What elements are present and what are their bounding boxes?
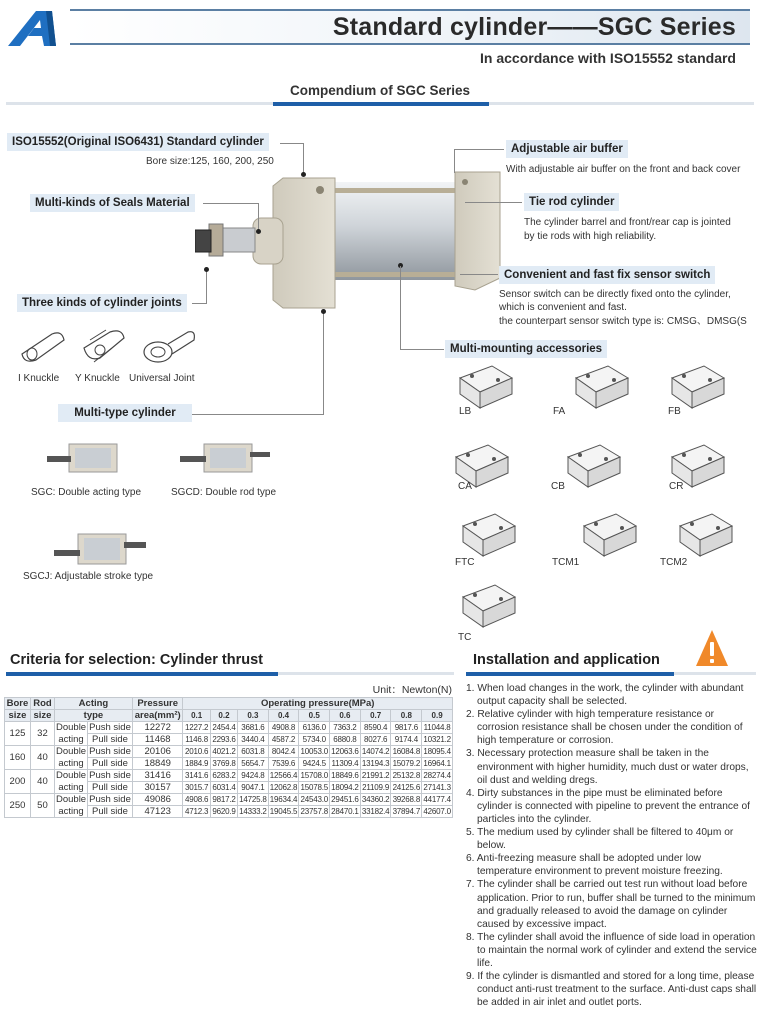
cell-thrust: 14725.8 bbox=[239, 795, 267, 804]
cell-area: 12272 bbox=[132, 722, 183, 734]
joint-label-universal: Universal Joint bbox=[129, 373, 195, 384]
cell-thrust: 11309.4 bbox=[331, 759, 359, 768]
cell-side: Push side bbox=[89, 794, 131, 805]
header-p06: 0.6 bbox=[330, 710, 361, 722]
leader-line bbox=[454, 149, 504, 150]
cell-thrust: 14074.2 bbox=[361, 747, 390, 756]
mount-ftc-icon bbox=[455, 512, 519, 560]
cell-thrust: 16964.1 bbox=[423, 759, 451, 768]
leader-dot bbox=[301, 172, 306, 177]
callout-sensor-switch: Convenient and fast fix sensor switch bbox=[499, 266, 715, 284]
callout-air-buffer: Adjustable air buffer bbox=[506, 140, 628, 158]
mount-tcm2-icon bbox=[672, 512, 736, 560]
mount-lb-icon bbox=[452, 364, 516, 412]
header-acting-type: type bbox=[54, 710, 132, 722]
mount-tcm1-icon bbox=[576, 512, 640, 560]
callout-cylinder-joints: Three kinds of cylinder joints bbox=[17, 294, 187, 312]
mount-fa-icon bbox=[568, 364, 632, 412]
cell-thrust: 19634.4 bbox=[269, 795, 298, 804]
cell-thrust: 9424.8 bbox=[238, 770, 269, 782]
cell-thrust: 6136.0 bbox=[299, 722, 330, 734]
cell-acting: acting bbox=[54, 758, 87, 770]
cell-side: Pull side bbox=[88, 782, 133, 794]
divider-accent bbox=[273, 102, 489, 106]
cell-thrust: 28470.1 bbox=[331, 807, 359, 816]
leader-line bbox=[460, 274, 498, 275]
installation-item: 2. Relative cylinder with high temperature resistance or corrosion resistance shall be chosen under the condition of high temperature or corrosion. bbox=[466, 709, 743, 747]
cell-thrust: 13194.3 bbox=[361, 759, 390, 768]
unit-label: Unit：Newton(N) bbox=[372, 684, 452, 696]
leader-line bbox=[454, 149, 455, 173]
cell-rod: 40 bbox=[30, 746, 54, 770]
cell-acting: acting bbox=[54, 782, 87, 794]
i-knuckle-icon bbox=[18, 326, 68, 366]
sgc-double-acting-image bbox=[45, 440, 125, 476]
cell-thrust: 44177.4 bbox=[423, 795, 451, 804]
sgc-cylinder-image bbox=[195, 160, 505, 320]
cell-thrust: 42607.0 bbox=[423, 807, 451, 816]
cell-rod: 40 bbox=[30, 770, 54, 794]
cell-acting: Double bbox=[55, 746, 87, 758]
cell-thrust: 11044.8 bbox=[423, 723, 451, 732]
header-acting: Acting bbox=[54, 698, 132, 710]
cell-thrust: 34360.2 bbox=[361, 795, 390, 804]
cell-thrust: 33182.4 bbox=[361, 807, 390, 816]
cell-area: 49086 bbox=[132, 794, 183, 806]
header-rod: Rod bbox=[30, 698, 54, 710]
cell-thrust: 10321.2 bbox=[423, 735, 451, 744]
cell-acting: Double bbox=[55, 722, 87, 734]
leader-line bbox=[258, 203, 259, 231]
cell-thrust: 16084.8 bbox=[392, 747, 421, 756]
mount-label-ftc: FTC bbox=[455, 557, 475, 568]
header-p01: 0.1 bbox=[183, 710, 210, 722]
tie-rod-desc-1: The cylinder barrel and front/rear cap is jointed bbox=[524, 217, 731, 228]
leader-line bbox=[465, 202, 522, 203]
cell-thrust: 15079.2 bbox=[392, 759, 421, 768]
cell-thrust: 9424.5 bbox=[299, 758, 330, 770]
cell-thrust: 19045.5 bbox=[269, 807, 298, 816]
page-subtitle: In accordance with ISO15552 standard bbox=[480, 50, 736, 66]
sensor-desc-2: which is convenient and fast. bbox=[499, 302, 627, 313]
cell-thrust: 28274.4 bbox=[423, 771, 451, 780]
mount-label-lb: LB bbox=[459, 406, 472, 417]
cell-thrust: 3681.6 bbox=[238, 722, 269, 734]
leader-line bbox=[280, 143, 304, 144]
installation-item: 6. Anti-freezing measure shall be adopted under low temperature environment to prevent moisture freezing. bbox=[466, 853, 723, 878]
table-row bbox=[5, 746, 453, 758]
cell-thrust: 29451.6 bbox=[331, 795, 359, 804]
cell-thrust: 6283.2 bbox=[210, 770, 237, 782]
header-pressure: Operating pressure(MPa) bbox=[183, 698, 453, 710]
cell-area: 31416 bbox=[132, 770, 183, 782]
header-area-unit: area(mm²) bbox=[132, 710, 183, 722]
leader-line bbox=[203, 203, 258, 204]
cell-thrust: 18094.2 bbox=[331, 783, 359, 792]
callout-multi-type: Multi-type cylinder bbox=[58, 404, 192, 422]
mount-label-tcm2: TCM2 bbox=[660, 557, 688, 568]
cell-side: Push side bbox=[89, 746, 131, 757]
cell-thrust: 2454.4 bbox=[210, 722, 237, 734]
cell-area: 18849 bbox=[132, 758, 183, 770]
type-label-sgcj: SGCJ: Adjustable stroke type bbox=[23, 571, 154, 582]
table-row bbox=[5, 794, 453, 806]
cell-acting: acting bbox=[54, 734, 87, 746]
installation-section-title: Installation and application bbox=[473, 652, 660, 668]
cell-side: Push side bbox=[89, 722, 131, 733]
mount-tc-icon bbox=[455, 583, 519, 631]
table-row bbox=[5, 734, 453, 746]
cell-thrust: 6031.8 bbox=[238, 746, 269, 758]
cell-thrust: 7539.6 bbox=[268, 758, 299, 770]
cell-thrust: 3015.7 bbox=[183, 782, 210, 794]
cell-thrust: 23757.8 bbox=[300, 807, 328, 816]
cell-thrust: 27141.3 bbox=[423, 783, 451, 792]
cell-thrust: 25132.8 bbox=[392, 771, 421, 780]
thrust-section-title: Criteria for selection: Cylinder thrust bbox=[10, 652, 263, 668]
type-label-sgc: SGC: Double acting type bbox=[31, 487, 142, 498]
table-row bbox=[5, 770, 453, 782]
cell-thrust: 6031.4 bbox=[210, 782, 237, 794]
cell-bore: 125 bbox=[5, 722, 31, 746]
cell-area: 20106 bbox=[132, 746, 183, 758]
cell-acting: Double bbox=[55, 770, 87, 782]
mount-label-fb: FB bbox=[668, 406, 681, 417]
cell-thrust: 7363.2 bbox=[330, 722, 361, 734]
callout-iso-standard: ISO15552(Original ISO6431) Standard cylinder bbox=[7, 133, 269, 151]
cell-thrust: 3440.4 bbox=[238, 734, 269, 746]
cell-thrust: 8042.4 bbox=[268, 746, 299, 758]
installation-item: 7. The cylinder shall be carried out test run without load before application. Prior to run, buffer shall be turned to the minimum and gradually released to avoid the damage on cylinder caused by excessive impact. bbox=[466, 879, 756, 930]
tie-rod-desc-2: by tie rods with high reliability. bbox=[524, 231, 657, 242]
divider-accent bbox=[6, 672, 278, 676]
cell-thrust: 2010.6 bbox=[183, 746, 210, 758]
header-p03: 0.3 bbox=[238, 710, 269, 722]
brand-a-logo-icon bbox=[6, 8, 68, 48]
cell-thrust: 4908.6 bbox=[183, 794, 210, 806]
air-buffer-desc: With adjustable air buffer on the front and back cover bbox=[506, 164, 741, 175]
cell-thrust: 4587.2 bbox=[268, 734, 299, 746]
header-rod-size: size bbox=[30, 710, 54, 722]
cell-thrust: 6880.8 bbox=[330, 734, 361, 746]
cell-thrust: 1884.9 bbox=[183, 758, 210, 770]
cell-thrust: 21991.2 bbox=[361, 771, 390, 780]
installation-item: 9. If the cylinder is dismantled and stored for a long time, please conduct anti-rust treatment to the surface. Anti-dust caps shall be added in air inlet and outlet ports. bbox=[466, 971, 757, 1009]
leader-dot bbox=[321, 309, 326, 314]
mount-label-cr: CR bbox=[669, 481, 684, 492]
table-row bbox=[5, 782, 453, 794]
leader-line bbox=[192, 303, 206, 304]
joint-label-i-knuckle: I Knuckle bbox=[18, 373, 60, 384]
cell-thrust: 15708.0 bbox=[300, 771, 328, 780]
cell-thrust: 5734.0 bbox=[299, 734, 330, 746]
cell-bore: 160 bbox=[5, 746, 31, 770]
cell-thrust: 24125.6 bbox=[392, 783, 421, 792]
installation-item: 8. The cylinder shall avoid the influence of side load in operation to maintain the normal work of cylinder and extend the service life. bbox=[466, 931, 757, 969]
cell-thrust: 5654.7 bbox=[238, 758, 269, 770]
header-bore: Bore bbox=[5, 698, 31, 710]
header-p07: 0.7 bbox=[360, 710, 391, 722]
cell-thrust: 12566.4 bbox=[269, 771, 298, 780]
leader-line bbox=[192, 414, 324, 415]
header-area: Pressure bbox=[132, 698, 183, 710]
installation-item: 5. The medium used by cylinder shall be filtered to 40μm or below. bbox=[466, 827, 734, 852]
cell-thrust: 4712.3 bbox=[183, 806, 210, 818]
mount-fb-icon bbox=[664, 364, 728, 412]
joint-label-y-knuckle: Y Knuckle bbox=[75, 373, 120, 384]
header-p08: 0.8 bbox=[391, 710, 422, 722]
cell-area: 30157 bbox=[132, 782, 183, 794]
page-title: Standard cylinder——SGC Series bbox=[332, 13, 736, 41]
cell-thrust: 9174.4 bbox=[391, 734, 422, 746]
bore-size-text: Bore size:125, 160, 200, 250 bbox=[146, 156, 274, 167]
y-knuckle-icon bbox=[80, 326, 130, 366]
section-heading-compendium: Compendium of SGC Series bbox=[289, 83, 471, 98]
cell-thrust: 12062.8 bbox=[269, 783, 298, 792]
cell-thrust: 18849.6 bbox=[331, 771, 359, 780]
cell-thrust: 3141.6 bbox=[183, 770, 210, 782]
cell-thrust: 14333.2 bbox=[239, 807, 267, 816]
header-p04: 0.4 bbox=[268, 710, 299, 722]
cell-bore: 200 bbox=[5, 770, 31, 794]
leader-line bbox=[400, 266, 401, 350]
mount-label-tc: TC bbox=[458, 632, 472, 643]
thrust-table bbox=[4, 697, 453, 818]
leader-dot bbox=[256, 229, 261, 234]
cell-thrust: 8027.6 bbox=[360, 734, 391, 746]
cell-thrust: 21109.9 bbox=[362, 783, 390, 792]
installation-item: 3. Necessary protection measure shall be taken in the environment with higher humidity, much dust or water drops, oil dust and welding dregs. bbox=[466, 748, 749, 786]
sensor-desc-3: the counterpart sensor switch type is: CMSG、DMSG(S bbox=[499, 316, 747, 327]
cell-side: Pull side bbox=[88, 734, 133, 746]
cell-thrust: 8590.4 bbox=[360, 722, 391, 734]
cell-thrust: 9620.9 bbox=[210, 806, 237, 818]
callout-tie-rod: Tie rod cylinder bbox=[524, 193, 619, 211]
sensor-desc-1: Sensor switch can be directly fixed onto the cylinder, bbox=[499, 289, 731, 300]
universal-joint-icon bbox=[140, 326, 198, 366]
mount-cb-icon bbox=[560, 443, 624, 491]
cell-thrust: 12063.6 bbox=[331, 747, 359, 756]
cell-thrust: 3769.8 bbox=[210, 758, 237, 770]
table-row bbox=[5, 806, 453, 818]
installation-item: 1. When load changes in the work, the cylinder with abundant output capacity shall be selected. bbox=[466, 683, 744, 708]
cell-thrust: 9817.2 bbox=[210, 794, 237, 806]
leader-line bbox=[303, 143, 304, 175]
callout-seals-material: Multi-kinds of Seals Material bbox=[30, 194, 195, 212]
mount-label-tcm1: TCM1 bbox=[552, 557, 580, 568]
cell-acting: acting bbox=[54, 806, 87, 818]
cell-thrust: 15078.5 bbox=[300, 783, 328, 792]
header-p09: 0.9 bbox=[422, 710, 453, 722]
type-label-sgcd: SGCD: Double rod type bbox=[171, 487, 277, 498]
cell-area: 11468 bbox=[132, 734, 183, 746]
cell-thrust: 39268.8 bbox=[392, 795, 421, 804]
warning-triangle-icon bbox=[694, 628, 730, 668]
sgcj-adjustable-stroke-image bbox=[52, 530, 148, 570]
header-p05: 0.5 bbox=[299, 710, 330, 722]
installation-item: 4. Dirty substances in the pipe must be eliminated before cylinder is connected with pipeline to prevent the entrance of particles into the cylinder. bbox=[466, 787, 750, 825]
cell-thrust: 24543.0 bbox=[300, 795, 328, 804]
mount-label-fa: FA bbox=[553, 406, 566, 417]
header-bore-size: size bbox=[5, 710, 31, 722]
installation-list bbox=[466, 682, 758, 1009]
callout-mounting: Multi-mounting accessories bbox=[445, 340, 607, 358]
cell-thrust: 4021.2 bbox=[210, 746, 237, 758]
cell-thrust: 9047.1 bbox=[238, 782, 269, 794]
table-row bbox=[5, 722, 453, 734]
cell-rod: 32 bbox=[30, 722, 54, 746]
cell-thrust: 18095.4 bbox=[423, 747, 451, 756]
cell-bore: 250 bbox=[5, 794, 31, 818]
leader-line bbox=[206, 270, 207, 304]
cell-thrust: 2293.6 bbox=[210, 734, 237, 746]
cell-side: Pull side bbox=[88, 758, 133, 770]
leader-line bbox=[400, 349, 444, 350]
cell-thrust: 1146.8 bbox=[183, 734, 210, 746]
sgcd-double-rod-image bbox=[178, 440, 272, 476]
cell-side: Pull side bbox=[88, 806, 133, 818]
cell-acting: Double bbox=[55, 794, 87, 806]
mount-label-ca: CA bbox=[458, 481, 472, 492]
cell-side: Push side bbox=[89, 770, 131, 781]
cell-thrust: 10053.0 bbox=[300, 747, 328, 756]
table-row bbox=[5, 758, 453, 770]
leader-line bbox=[323, 312, 324, 415]
header-p02: 0.2 bbox=[210, 710, 237, 722]
cell-area: 47123 bbox=[132, 806, 183, 818]
divider-accent bbox=[466, 672, 674, 676]
leader-dot bbox=[204, 267, 209, 272]
cell-thrust: 1227.2 bbox=[183, 722, 210, 734]
cell-rod: 50 bbox=[30, 794, 54, 818]
cell-thrust: 37894.7 bbox=[392, 807, 421, 816]
cell-thrust: 9817.6 bbox=[391, 722, 422, 734]
mount-label-cb: CB bbox=[551, 481, 565, 492]
cell-thrust: 4908.8 bbox=[268, 722, 299, 734]
